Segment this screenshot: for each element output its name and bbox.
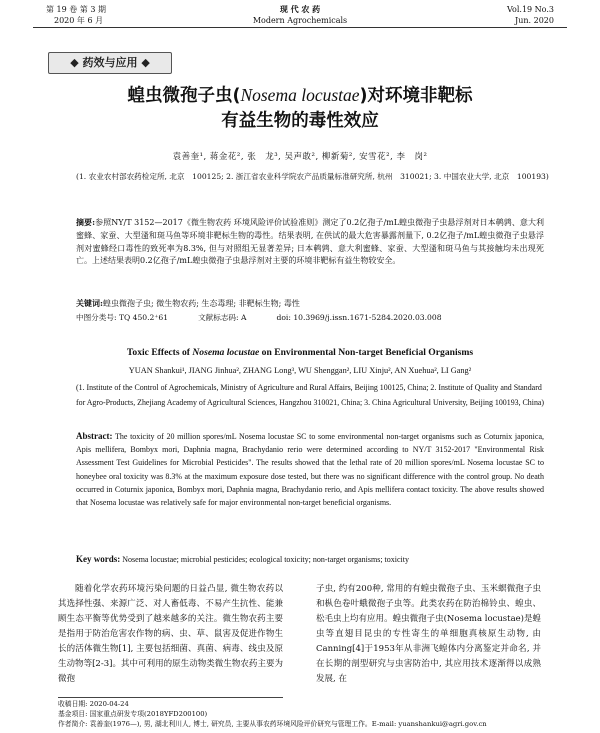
footnote-rule: [58, 697, 283, 698]
classification-line: [76, 311, 556, 324]
authors-en: YUAN Shankui¹, JIANG Jinhua², ZHANG Long³, WU Shenggan², LIU Xinju², AN Xuehua², LI Gang²: [128, 366, 472, 375]
footnote-received: 收稿日期: 2020-04-24: [58, 700, 129, 708]
keywords-cn-text: 蝗虫微孢子虫; 微生物农药; 生态毒理; 非靶标生物; 毒性: [102, 299, 300, 308]
authors-cn: 袁善奎¹, 蒋金花², 张 龙³, 吴声敢², 柳新菊², 安雪花², 李 岗²: [172, 152, 428, 162]
affiliations-cn: (1. 农业农村部农药检定所, 北京 100125; 2. 浙江省农业科学院农产品质量标准研究所, 杭州 310021; 3. 中国农业大学, 北京 100193): [76, 172, 549, 181]
section-tag: ◆ 药效与应用 ◆: [48, 52, 172, 74]
header-volume: 第 19 卷 第 3 期: [46, 5, 106, 14]
footnote-fund: 基金项目: 国家重点研发专项(2018YFD200100): [58, 710, 208, 718]
header-date: 2020 年 6 月: [54, 16, 104, 25]
keywords-cn: [76, 297, 544, 310]
header-vol-en: [507, 4, 554, 26]
header-journal-en: Modern Agrochemicals: [252, 16, 348, 25]
title-en-post: on Environmental Non-target Beneficial Organisms: [259, 347, 474, 358]
keywords-en-label: Key words:: [76, 554, 121, 564]
abstract-cn: [76, 216, 544, 268]
title-cn-pre: 蝗虫微孢子虫(: [127, 86, 241, 106]
body-paragraph-left: 随着化学农药环境污染问题的日益凸显, 微生物农药以其选择性强、来源广泛、对人畜低毒、不易产生抗性、能兼顾生态平衡等优势受到了越来越多的关注。微生物农药主要是指用于防治危害农作物的病、虫、草、鼠害及促进作物生长的活体微生物[1], 主要包括细菌、真菌、病毒、线虫及原生动物等[2-3]。其中可利用的原生动物类微生物农药主要为微孢: [58, 584, 283, 684]
header-vol-no: Vol.19 No.3: [507, 5, 554, 14]
header-month: Jun. 2020: [515, 16, 554, 25]
title-cn-post: )对环境非靶标: [359, 86, 473, 106]
document-code: 文献标志码: A: [198, 313, 247, 322]
abstract-en-label: Abstract:: [76, 431, 113, 441]
keywords-cn-label: 关键词:: [76, 298, 103, 308]
body-paragraph-right: 子虫, 约有200种, 常用的有蝗虫微孢子虫、玉米螟微孢子虫和枞色卷叶蛾微孢子虫等。此类农药在防治棉铃虫、蝗虫、松毛虫上均有应用。蝗虫微孢子虫(Nosema locustae)是蝗虫等直翅目昆虫的专性寄生的单细胞真核原生动物, 由Canning[4]于1953年从非洲飞蝗体内分离鉴定并命名, 并在长期的剖型研究与虫害防治中, 其应用技术逐渐得以成熟发展, 在: [316, 584, 541, 684]
affiliations-en: (1. Institute of the Control of Agrochemicals, Ministry of Agriculture and Rural Affairs, Beijing 100125, China; 2. Institute of Quality and Standard for Agro-Products, Zhejiang Academy of Agricultural Sciences, Hangzhou 310021, China; 3. China Agricultural University, Beijing 100193, China): [76, 383, 545, 407]
title-en-italic: Nosema locustae: [192, 347, 260, 358]
body-column-right: [316, 582, 541, 687]
footnote-author: 作者简介: 袁善奎(1976—), 男, 湖北利川人, 博士, 研究员, 主要从事农药环境风险评价研究与管理工作。E-mail: yuanshankui@agri.gov.cn: [58, 720, 487, 728]
title-en-pre: Toxic Effects of: [126, 347, 193, 358]
abstract-cn-label: 摘要:: [76, 217, 96, 227]
doi: doi: 10.3969/j.issn.1671-5284.2020.03.008: [276, 313, 442, 322]
header-journal-cn: 现 代 农 药: [279, 4, 321, 14]
clc-number: 中图分类号: TQ 450.2⁺61: [76, 313, 169, 322]
keywords-en: [76, 553, 544, 566]
title-cn-line2: 有益生物的毒性效应: [221, 111, 379, 131]
abstract-cn-text: 参照NY/T 3152—2017《微生物农药 环境风险评价试验准则》测定了0.2亿孢子/mL蝗虫微孢子虫悬浮剂对日本鹌鹑、意大利蜜蜂、家蚕、大型溞和斑马鱼等环境非靶标生物的毒性。结果表明, 在供试的最大危害暴露剂量下, 0.2亿孢子/mL蝗虫微孢子虫悬浮剂对蜜蜂经口毒性的致死率为8.3%, 但与对照组无显著差异; 日本鹌鹑、意大利蜜蜂、家蚕、大型溞和斑马鱼与其接触均未出现死亡。上述结果表明0.2亿孢子/mL蝗虫微孢子虫悬浮剂对主要的环境非靶标有益生物较安全。: [76, 218, 544, 266]
title-en: [0, 347, 600, 358]
abstract-en-text: The toxicity of 20 million spores/mL Nosema locustae SC to some environmental non-target organisms such as Coturnix japonica, Apis mellifera, Bombyx mori, Daphnia magna, Brachydanio rerio were determined according to NY/T 3152-2017 "Environmental Risk Assessment Test Guidelines for Microbial Pesticides". The results showed that the lethal rate of 20 million spores/mL Nosema locustae SC to honeybee oral toxicity was 8.3% at the maximum exposure dose tested, but there was no significant difference with the control group. No death occurred in Coturnix japonica, Bombyx mori, Daphnia magna, Brachydanio rerio, and Apis mellifera contact toxicity. The above results showed that Nosema locustae was relatively safe for major environmental non-target beneficial organisms.: [76, 432, 544, 508]
title-cn-line1: [0, 83, 600, 108]
title-cn-italic: Nosema locustae: [240, 85, 360, 105]
abstract-en: [76, 430, 544, 509]
header-rule: [33, 27, 567, 28]
body-column-left: [58, 582, 283, 687]
keywords-en-text: Nosema locustae; microbial pesticides; ecological toxicity; non-target organisms; toxicity: [120, 555, 409, 564]
